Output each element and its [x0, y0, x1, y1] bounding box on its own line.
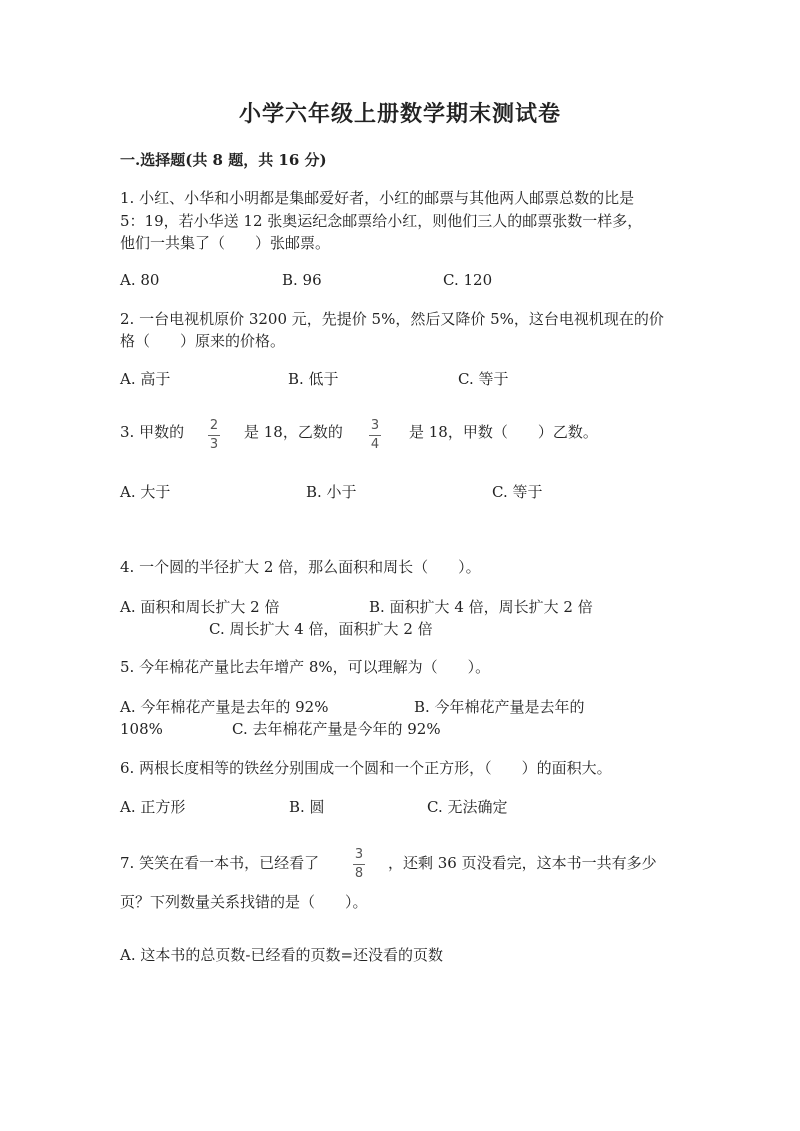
q1-line1: 1. 小红、小华和小明都是集邮爱好者，小红的邮票与其他两人邮票总数的比是: [120, 189, 635, 207]
q6-option-c: C. 无法确定: [427, 798, 508, 816]
q6-option-b: B. 圆: [289, 798, 325, 816]
q5-option-c: C. 去年棉花产量是今年的 92%: [232, 720, 441, 738]
q6-option-a: A. 正方形: [120, 798, 186, 816]
q4-line1: 4. 一个圆的半径扩大 2 倍，那么面积和周长（ ）。: [120, 558, 481, 576]
q6-line1: 6. 两根长度相等的铁丝分别围成一个圆和一个正方形，（ ）的面积大。: [120, 759, 612, 777]
q7-text-1: 7. 笑笑在看一本书，已经看了: [120, 854, 320, 872]
q3-text-2: 是 18，乙数的: [244, 423, 343, 441]
q1-option-a: A. 80: [120, 271, 160, 289]
q7-line2: 页？下列数量关系找错的是（ ）。: [120, 893, 368, 911]
q3-fraction-2: [369, 418, 381, 453]
q2-option-a: A. 高于: [120, 370, 171, 388]
q7-text-2: ，还剩 36 页没看完，这本书一共有多少: [388, 854, 657, 872]
q2-line2: 格（ ）原来的价格。: [120, 332, 286, 350]
q3-fraction-1-numerator: 2: [209, 418, 219, 433]
q3-option-a: A. 大于: [120, 483, 171, 501]
q3-text-3: 是 18，甲数（ ）乙数。: [409, 423, 598, 441]
q3-fraction-2-denominator: 4: [370, 437, 380, 452]
q7-fraction: [353, 847, 365, 882]
section-heading: 一.选择题(共 8 题，共 16 分): [120, 151, 327, 169]
q3-fraction-1: [208, 418, 220, 453]
q3-option-c: C. 等于: [492, 483, 543, 501]
q1-line3: 他们一共集了（ ）张邮票。: [120, 234, 331, 252]
q5-option-a: A. 今年棉花产量是去年的 92%: [120, 698, 329, 716]
q5-option-b-cont: 108%: [120, 720, 163, 738]
q1-option-c: C. 120: [443, 271, 493, 289]
q5-option-b: B. 今年棉花产量是去年的: [414, 698, 585, 716]
q2-option-b: B. 低于: [288, 370, 339, 388]
q4-option-c: C. 周长扩大 4 倍，面积扩大 2 倍: [209, 620, 433, 638]
page-title: 小学六年级上册数学期末测试卷: [238, 101, 561, 127]
q2-option-c: C. 等于: [458, 370, 509, 388]
q1-line2: 5：19，若小华送 12 张奥运纪念邮票给小红，则他们三人的邮票张数一样多，: [120, 212, 643, 230]
q3-option-b: B. 小于: [306, 483, 357, 501]
q3-text-1: 3. 甲数的: [120, 423, 185, 441]
q4-option-a: A. 面积和周长扩大 2 倍: [120, 598, 280, 616]
q7-fraction-numerator: 3: [354, 847, 364, 862]
q2-line1: 2. 一台电视机原价 3200 元，先提价 5%，然后又降价 5%，这台电视机现在的价: [120, 310, 664, 328]
q5-line1: 5. 今年棉花产量比去年增产 8%，可以理解为（ ）。: [120, 658, 491, 676]
q1-option-b: B. 96: [282, 271, 322, 289]
q3-fraction-2-numerator: 3: [370, 418, 380, 433]
q3-fraction-1-denominator: 3: [209, 437, 219, 452]
fraction-bar: [353, 864, 365, 865]
q7-fraction-denominator: 8: [354, 866, 364, 881]
fraction-bar: [208, 435, 220, 436]
q7-option-a: A. 这本书的总页数-已经看的页数=还没看的页数: [120, 946, 444, 964]
fraction-bar: [369, 435, 381, 436]
q4-option-b: B. 面积扩大 4 倍，周长扩大 2 倍: [369, 598, 593, 616]
